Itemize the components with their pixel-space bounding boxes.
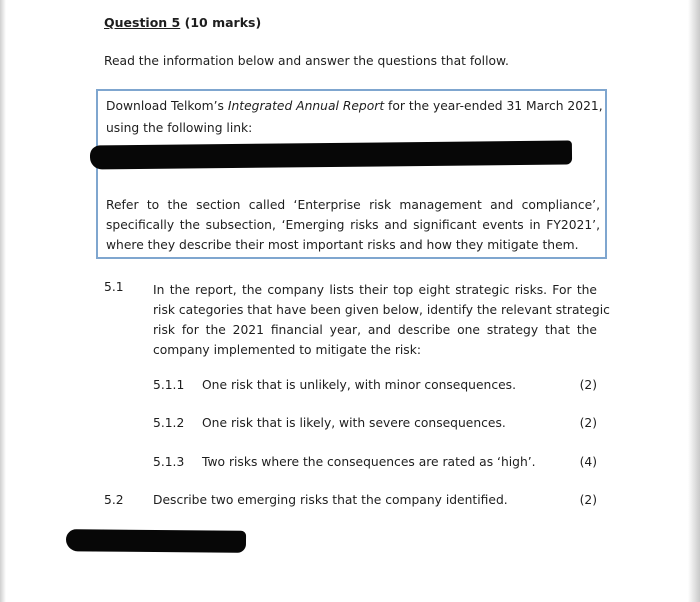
redacted-bottom-bar — [66, 529, 246, 553]
sub-question-text: One risk that is likely, with severe consequences. — [202, 416, 506, 430]
sub-question-number: 5.1.3 — [153, 455, 185, 469]
sub-question-number: 5.1.2 — [153, 416, 185, 430]
question-5-2-text: Describe two emerging risks that the company identified. — [153, 493, 508, 507]
question-line: risk categories that have been given below, identify the relevant strategic — [153, 303, 610, 317]
redacted-link-bar — [90, 140, 572, 169]
sub-question-text: Two risks where the consequences are rated as ‘high’. — [202, 455, 536, 469]
download-instruction — [106, 99, 603, 113]
page-edge-shadow-right — [688, 0, 700, 602]
question-5-2-marks: (2) — [579, 493, 597, 507]
instructions-text: Read the information below and answer the questions that follow. — [104, 54, 509, 68]
sub-question-marks: (2) — [579, 416, 597, 430]
question-5-1-text — [153, 280, 610, 360]
download-suffix: for the year-ended 31 March 2021, — [384, 99, 603, 113]
question-line: In the report, the company lists their top eight strategic risks. For the — [153, 283, 597, 297]
question-line: company implemented to mitigate the risk: — [153, 343, 421, 357]
page-edge-shadow-left — [0, 0, 6, 602]
question-number-5-2: 5.2 — [104, 493, 124, 507]
question-number-5-1: 5.1 — [104, 280, 124, 294]
download-prefix: Download Telkom’s — [106, 99, 228, 113]
sub-question-number: 5.1.1 — [153, 378, 185, 392]
refer-paragraph — [106, 195, 600, 255]
sub-question-marks: (2) — [579, 378, 597, 392]
question-title — [104, 15, 261, 30]
link-intro: using the following link: — [106, 121, 253, 135]
info-box — [96, 89, 607, 259]
sub-question-marks: (4) — [579, 455, 597, 469]
refer-line: Refer to the section called ‘Enterprise risk management and compliance’, — [106, 198, 600, 212]
question-line: risk for the 2021 financial year, and describe one strategy that the — [153, 323, 597, 337]
refer-line: where they describe their most important risks and how they mitigate them. — [106, 238, 579, 252]
question-total-marks: (10 marks) — [184, 15, 262, 30]
report-title: Integrated Annual Report — [227, 99, 385, 113]
question-heading: Question 5 — [104, 15, 181, 30]
sub-question-text: One risk that is unlikely, with minor consequences. — [202, 378, 516, 392]
refer-line: specifically the subsection, ‘Emerging risks and significant events in FY2021’, — [106, 218, 600, 232]
